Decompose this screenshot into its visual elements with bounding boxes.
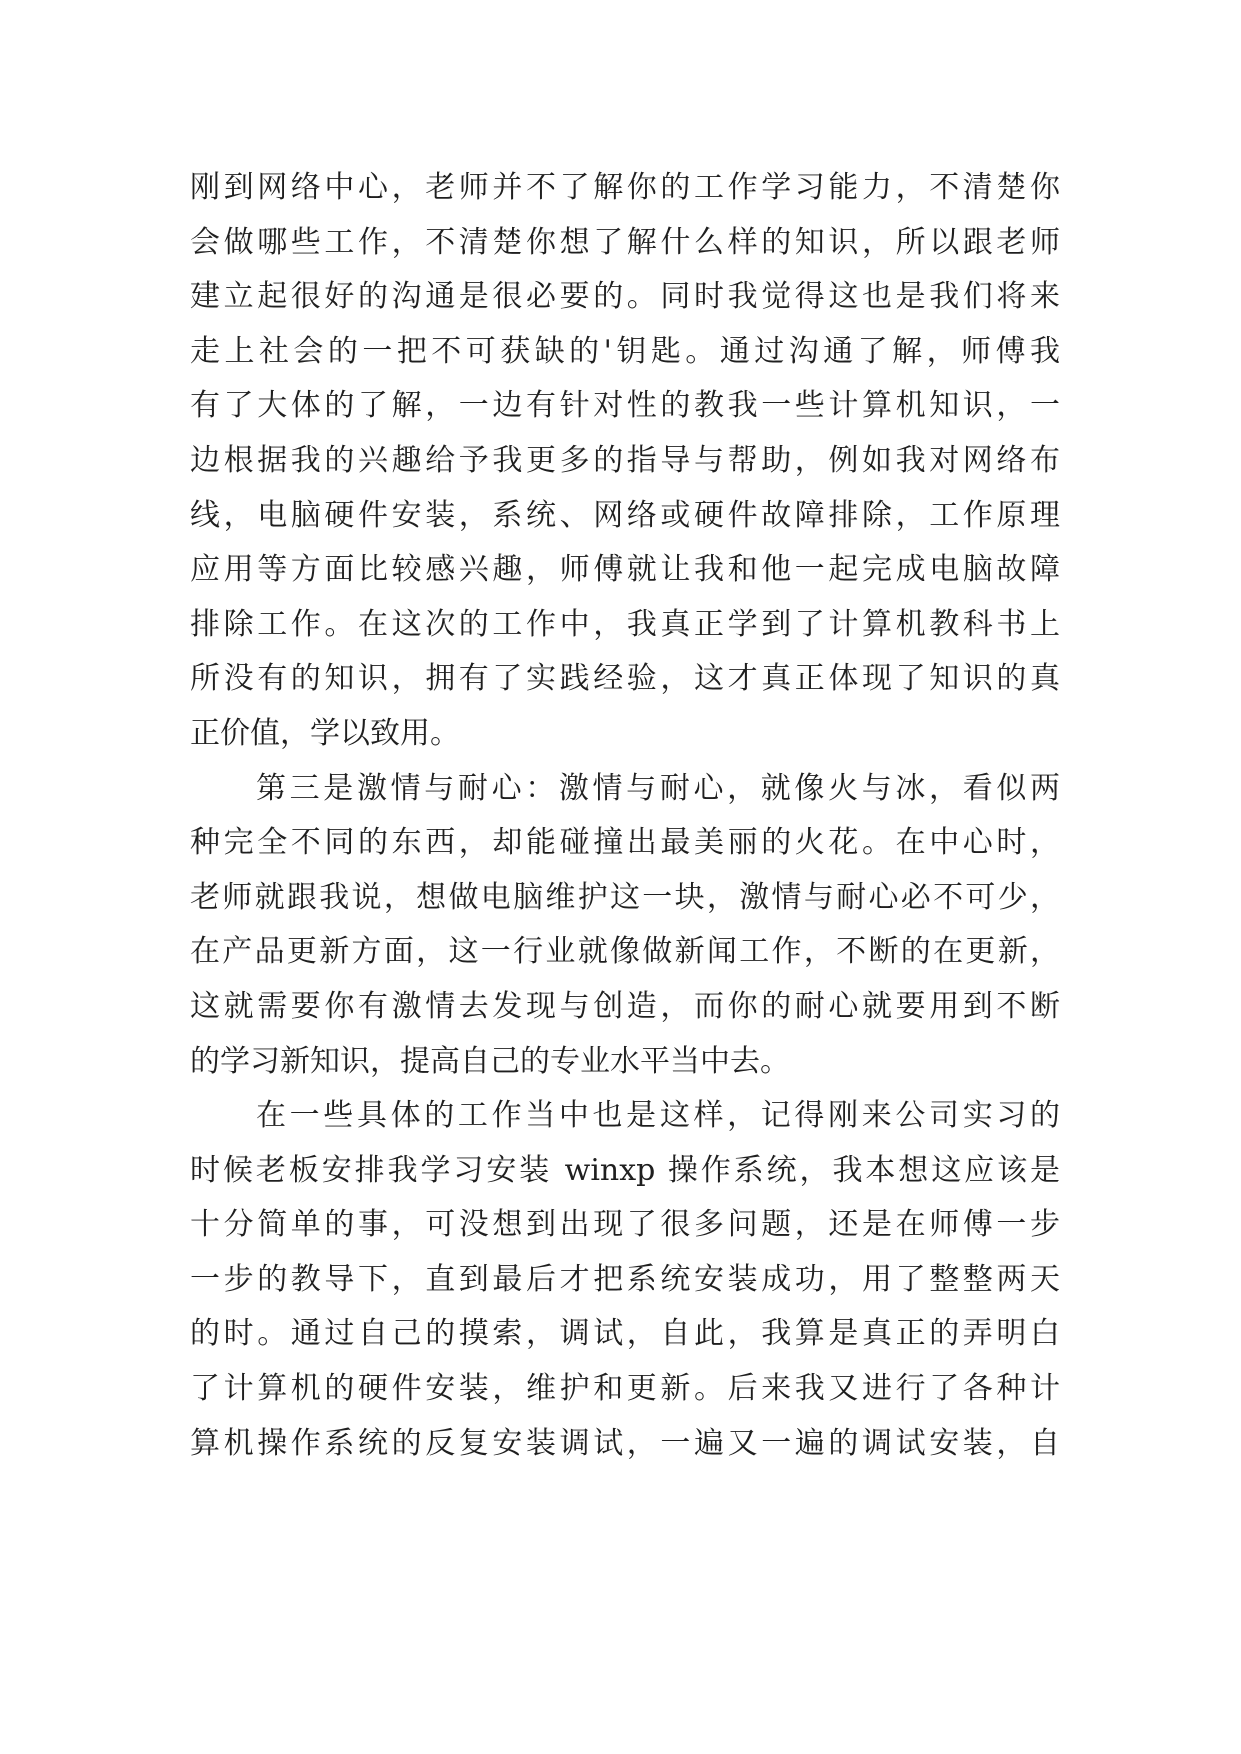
text-line: 边根据我的兴趣给予我更多的指导与帮助，例如我对网络布	[190, 442, 1060, 478]
text-line: 的学习新知识，提高自己的专业水平当中去。	[190, 1043, 790, 1079]
text-line: 会做哪些工作，不清楚你想了解什么样的知识，所以跟老师	[190, 224, 1060, 260]
paragraph	[190, 1089, 1060, 1471]
text-line: 算机操作系统的反复安装调试，一遍又一遍的调试安装，自	[190, 1425, 1060, 1461]
text-line: 刚到网络中心，老师并不了解你的工作学习能力，不清楚你	[190, 170, 1060, 205]
text-line: 这就需要你有激情去发现与创造，而你的耐心就要用到不断	[190, 988, 1060, 1024]
text-line: 了计算机的硬件安装，维护和更新。后来我又进行了各种计	[190, 1371, 1060, 1407]
text-line: 应用等方面比较感兴趣，师傅就让我和他一起完成电脑故障	[190, 552, 1060, 588]
text-line: 第三是激情与耐心：激情与耐心，就像火与冰，看似两	[256, 770, 1060, 806]
text-line: 在产品更新方面，这一行业就像做新闻工作，不断的在更新，	[190, 934, 1060, 970]
text-line: 在一些具体的工作当中也是这样，记得刚来公司实习的	[256, 1098, 1060, 1134]
text-line: 线，电脑硬件安装，系统、网络或硬件故障排除，工作原理	[190, 497, 1060, 533]
text-line: 时候老板安排我学习安装 winxp 操作系统，我本想这应该是	[190, 1152, 1060, 1188]
text-line: 排除工作。在这次的工作中，我真正学到了计算机教科书上	[190, 606, 1060, 642]
text-line: 一步的教导下，直到最后才把系统安装成功，用了整整两天	[190, 1261, 1060, 1297]
text-line: 十分简单的事，可没想到出现了很多问题，还是在师傅一步	[190, 1207, 1060, 1243]
paragraph	[190, 762, 1060, 1090]
document-body	[190, 161, 1060, 1471]
paragraph	[190, 161, 1060, 762]
text-line: 正价值，学以致用。	[190, 715, 460, 751]
text-line: 有了大体的了解，一边有针对性的教我一些计算机知识，一	[190, 388, 1060, 424]
text-line: 老师就跟我说，想做电脑维护这一块，激情与耐心必不可少，	[190, 879, 1060, 915]
text-line: 种完全不同的东西，却能碰撞出最美丽的火花。在中心时，	[190, 825, 1060, 861]
text-line: 走上社会的一把不可获缺的'钥匙。通过沟通了解，师傅我	[190, 333, 1060, 369]
text-line: 所没有的知识，拥有了实践经验，这才真正体现了知识的真	[190, 661, 1060, 697]
text-line: 的时。通过自己的摸索，调试，自此，我算是真正的弄明白	[190, 1316, 1060, 1352]
text-line: 建立起很好的沟通是很必要的。同时我觉得这也是我们将来	[190, 279, 1060, 315]
